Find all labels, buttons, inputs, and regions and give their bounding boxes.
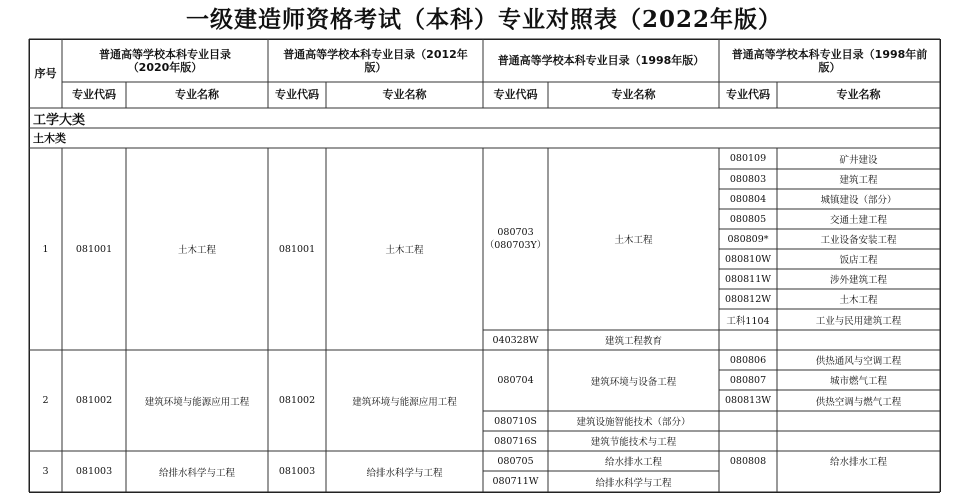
code-pre1998 bbox=[719, 370, 777, 390]
catalog-group-header-text: 普通高等学校本科专业目录（1998年前 版） bbox=[731, 47, 928, 74]
code-1998 bbox=[483, 411, 548, 431]
category-row-text: 工学大类 bbox=[33, 112, 86, 128]
code-pre1998-text: 080813W bbox=[724, 395, 772, 406]
code-column-header bbox=[62, 82, 126, 108]
name-2020-text: 给排水科学与工程 bbox=[158, 467, 235, 479]
name-column-header-text: 专业名称 bbox=[175, 88, 219, 101]
code-pre1998 bbox=[719, 189, 777, 209]
seq-header bbox=[29, 39, 62, 108]
name-column-header bbox=[326, 82, 483, 108]
page-title: 一级建造师资格考试（本科）专业对照表（2022年版） bbox=[185, 6, 782, 33]
name-pre1998 bbox=[777, 309, 940, 330]
name-2020 bbox=[126, 350, 268, 451]
code-column-header bbox=[268, 82, 326, 108]
name-1998 bbox=[548, 350, 719, 411]
name-1998 bbox=[548, 330, 719, 350]
code-1998-text: 040328W bbox=[492, 334, 539, 346]
catalog-group-header-text: 普通高等学校本科专业目录 （2020年版） bbox=[99, 47, 231, 74]
name-1998-text: 建筑节能技术与工程 bbox=[590, 437, 677, 448]
code-column-header-text: 专业代码 bbox=[726, 88, 770, 101]
code-2012-text: 081002 bbox=[278, 395, 316, 406]
name-pre1998 bbox=[777, 370, 940, 390]
name-2012 bbox=[326, 148, 483, 350]
row-seq-number bbox=[29, 148, 62, 350]
name-1998 bbox=[548, 431, 719, 451]
name-2012-text: 土木工程 bbox=[385, 245, 424, 256]
catalog-group-header-text: 普通高等学校本科专业目录（2012年 版） bbox=[283, 47, 468, 74]
row-seq-number-text: 3 bbox=[42, 466, 49, 477]
code-pre1998 bbox=[719, 269, 777, 289]
code-pre1998-text: 080109 bbox=[729, 153, 767, 164]
code-1998 bbox=[483, 451, 548, 471]
code-pre1998-text: 080804 bbox=[729, 193, 767, 205]
code-column-header-text: 专业代码 bbox=[275, 88, 319, 101]
catalog-group-header bbox=[483, 39, 719, 82]
catalog-group-header bbox=[62, 39, 268, 82]
code-2012-text: 081003 bbox=[278, 466, 316, 477]
code-2012 bbox=[268, 350, 326, 451]
name-2012-text: 给排水科学与工程 bbox=[366, 467, 443, 479]
name-pre1998-text: 建筑工程 bbox=[839, 175, 878, 186]
code-1998-text: 080716S bbox=[494, 435, 537, 447]
code-1998 bbox=[483, 148, 548, 330]
name-1998-text: 建筑设施智能技术（部分） bbox=[576, 417, 691, 428]
code-pre1998 bbox=[719, 229, 777, 249]
code-2020-text: 081002 bbox=[75, 395, 113, 406]
name-pre1998 bbox=[777, 169, 940, 189]
code-pre1998-text: 080812W bbox=[724, 293, 772, 305]
name-pre1998 bbox=[777, 390, 940, 411]
name-pre1998 bbox=[777, 269, 940, 289]
name-1998-text: 建筑环境与设备工程 bbox=[590, 376, 677, 388]
name-pre1998-text: 矿井建设 bbox=[839, 154, 878, 166]
code-1998-text: 080710S bbox=[494, 415, 537, 427]
name-2020 bbox=[126, 148, 268, 350]
code-2012 bbox=[268, 148, 326, 350]
name-column-header-text: 专业名称 bbox=[611, 88, 656, 101]
code-pre1998-text: 080810W bbox=[724, 253, 772, 265]
name-column-header-text: 专业名称 bbox=[382, 88, 427, 101]
name-pre1998-text: 城市燃气工程 bbox=[829, 376, 887, 387]
code-pre1998 bbox=[719, 148, 777, 169]
row-seq-number bbox=[29, 451, 62, 492]
code-2020-text: 081003 bbox=[75, 466, 113, 477]
name-pre1998 bbox=[777, 289, 940, 309]
name-2020 bbox=[126, 451, 268, 492]
catalog-group-header-text: 普通高等学校本科专业目录（1998年版） bbox=[497, 54, 705, 67]
name-pre1998 bbox=[777, 209, 940, 229]
name-pre1998 bbox=[777, 229, 940, 249]
code-pre1998 bbox=[719, 249, 777, 269]
code-2020 bbox=[62, 451, 126, 492]
name-1998-text: 给水排水工程 bbox=[604, 457, 662, 468]
catalog-group-header bbox=[719, 39, 940, 82]
code-2020-text: 081001 bbox=[75, 243, 113, 255]
name-column-header-text: 专业名称 bbox=[836, 88, 881, 101]
name-pre1998-text: 供热空调与燃气工程 bbox=[815, 396, 902, 408]
code-pre1998-text: 080811W bbox=[724, 273, 772, 285]
code-2012 bbox=[268, 451, 326, 492]
code-1998 bbox=[483, 350, 548, 411]
code-column-header-text: 专业代码 bbox=[493, 88, 538, 101]
name-pre1998 bbox=[777, 189, 940, 209]
name-1998-text: 建筑工程教育 bbox=[604, 336, 662, 347]
name-1998 bbox=[548, 471, 719, 492]
name-pre1998-text: 城镇建设（部分） bbox=[820, 195, 897, 206]
code-pre1998-text: 080806 bbox=[729, 354, 767, 366]
name-column-header bbox=[777, 82, 940, 108]
category-row bbox=[29, 108, 940, 128]
code-pre1998 bbox=[719, 350, 777, 370]
code-1998-text: 080711W bbox=[492, 476, 539, 487]
code-pre1998 bbox=[719, 209, 777, 229]
catalog-group-header bbox=[268, 39, 483, 82]
row-seq-number-text: 1 bbox=[42, 243, 49, 255]
subcategory-row bbox=[29, 128, 940, 148]
name-pre1998-text: 涉外建筑工程 bbox=[829, 275, 887, 286]
code-2020 bbox=[62, 148, 126, 350]
name-pre1998 bbox=[777, 148, 940, 169]
subcategory-row-text: 土木类 bbox=[33, 132, 66, 145]
name-1998 bbox=[548, 451, 719, 471]
name-column-header bbox=[548, 82, 719, 108]
name-pre1998-text: 饭店工程 bbox=[839, 255, 878, 266]
name-column-header bbox=[126, 82, 268, 108]
code-1998-text: 080703 （080703Y） bbox=[484, 227, 547, 251]
code-1998 bbox=[483, 431, 548, 451]
name-1998-text: 给排水科学与工程 bbox=[595, 477, 672, 489]
name-pre1998-text: 土木工程 bbox=[839, 295, 878, 306]
name-pre1998 bbox=[777, 350, 940, 370]
code-pre1998-text: 080808 bbox=[729, 455, 767, 467]
name-2020-text: 建筑环境与能源应用工程 bbox=[144, 396, 250, 408]
code-1998 bbox=[483, 471, 548, 492]
name-pre1998 bbox=[777, 249, 940, 269]
seq-header-text: 序号 bbox=[34, 66, 57, 80]
code-pre1998 bbox=[719, 451, 777, 471]
code-column-header-text: 专业代码 bbox=[72, 88, 116, 101]
name-pre1998 bbox=[777, 451, 940, 471]
code-2012-text: 081001 bbox=[278, 243, 316, 255]
code-1998-text: 080704 bbox=[497, 375, 534, 386]
name-pre1998-text: 工业与民用建筑工程 bbox=[815, 315, 902, 327]
name-2012 bbox=[326, 350, 483, 451]
name-pre1998-text: 工业设备安装工程 bbox=[820, 235, 897, 246]
name-1998 bbox=[548, 411, 719, 431]
code-column-header bbox=[719, 82, 777, 108]
code-1998-text: 080705 bbox=[497, 455, 534, 467]
name-1998 bbox=[548, 148, 719, 330]
name-2012 bbox=[326, 451, 483, 492]
name-pre1998-text: 交通土建工程 bbox=[829, 215, 887, 226]
code-pre1998 bbox=[719, 289, 777, 309]
code-pre1998 bbox=[719, 309, 777, 330]
name-1998-text: 土木工程 bbox=[614, 235, 653, 246]
row-seq-number bbox=[29, 350, 62, 451]
name-2020-text: 土木工程 bbox=[177, 245, 216, 256]
code-pre1998-text: 080807 bbox=[729, 374, 767, 386]
code-pre1998 bbox=[719, 390, 777, 411]
code-pre1998 bbox=[719, 169, 777, 189]
code-pre1998-text: 080805 bbox=[729, 213, 767, 225]
name-pre1998-text: 供热通风与空调工程 bbox=[815, 356, 902, 367]
code-pre1998-text: 080809* bbox=[727, 233, 769, 245]
code-2020 bbox=[62, 350, 126, 451]
code-column-header bbox=[483, 82, 548, 108]
row-seq-number-text: 2 bbox=[42, 395, 49, 406]
code-pre1998-text: 工科1104 bbox=[726, 315, 770, 327]
code-pre1998-text: 080803 bbox=[729, 173, 767, 185]
name-2012-text: 建筑环境与能源应用工程 bbox=[352, 396, 457, 408]
name-pre1998-text: 给水排水工程 bbox=[829, 457, 887, 468]
code-1998 bbox=[483, 330, 548, 350]
